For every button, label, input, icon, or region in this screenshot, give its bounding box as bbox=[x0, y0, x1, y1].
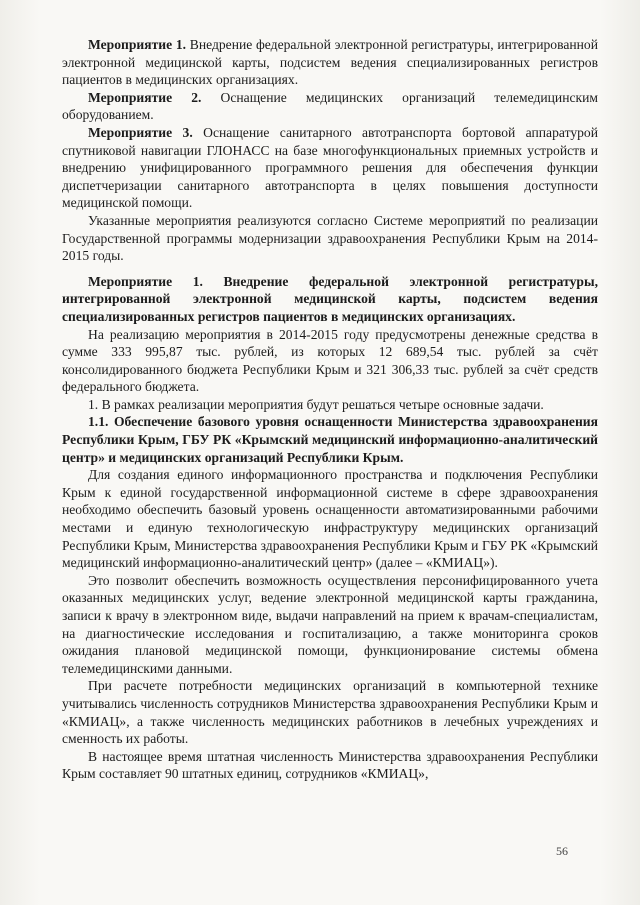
section-heading-text: Мероприятие 1. Внедрение федеральной электронной регистратуры, интегрированной электронной медицинской карты, подсистем ведения специализированных регистров пациентов в медицинских организациях. bbox=[62, 273, 598, 324]
paragraph-tasks: 1. В рамках реализации мероприятия будут решаться четыре основные задачи. bbox=[88, 396, 544, 412]
paragraph-activity-2 bbox=[62, 89, 598, 124]
page-number: 56 bbox=[556, 844, 568, 858]
activity-2-text: Оснащение медицинских организаций телемедицинским оборудованием. bbox=[62, 89, 598, 123]
paragraph-activity-1 bbox=[62, 36, 598, 89]
subsection-heading-1-1 bbox=[62, 413, 598, 466]
activity-2-lead: Мероприятие 2. bbox=[88, 89, 202, 105]
paragraph-activity-3 bbox=[62, 124, 598, 212]
activity-1-text: Внедрение федеральной электронной регистратуры, интегрированной электронной медицинской карты, подсистем ведения специализированных регистров пациентов в медицинских организациях. bbox=[62, 37, 598, 88]
paragraph-information-space: Для создания единого информационного пространства и подключения Республики Крым к единой государственной информационной системе в сфере здравоохранения необходимо обеспечить базовый уровень оснащенности автоматизированными рабочими местами и единую технологическую инфраструктуру медицинских организаций Республики Крым, Министерства здравоохранения Республики Крым и ГБУ РК «Крымский медицинский информационно-аналитический центр» (далее – «КМИАЦ»). bbox=[62, 467, 598, 571]
document-body bbox=[62, 36, 598, 783]
paragraph-capabilities: Это позволит обеспечить возможность осуществления персонифицированного учета оказанных медицинских услуг, ведение электронной медицинской карты гражданина, записи к врачу в электронном виде, выдачи направлений на прием к врачам-специалистам, на диагностические исследования и госпитализацию, а также мониторинга сроков ожидания плановой медицинской помощи, функционирование системы обмена телемедицинскими данными. bbox=[62, 572, 598, 676]
subsection-heading-text: 1.1. Обеспечение базового уровня оснащенности Министерства здравоохранения Республики Крым, ГБУ РК «Крымский медицинский информационно-аналитический центр» и медицинских организаций Республики Крым. bbox=[62, 414, 598, 465]
paragraph-implementation: Указанные мероприятия реализуются согласно Системе мероприятий по реализации Государственной программы модернизации здравоохранения Республики Крым на 2014-2015 годы. bbox=[62, 212, 598, 264]
paragraph-funding: На реализацию мероприятия в 2014-2015 году предусмотрены денежные средства в сумме 333 995,87 тыс. рублей, из которых 12 689,54 тыс. рублей за счёт консолидированного бюджета Республики Крым и 321 306,33 тыс. рублей за счёт средств федерального бюджета. bbox=[62, 326, 598, 395]
activity-3-text: Оснащение санитарного автотранспорта бортовой аппаратурой спутниковой навигации ГЛОНАСС на базе многофункциональных приемных устройств и внедрению унифицированного программного решения для обеспечения функции диспетчеризации санитарного автотранспорта в целях повышения доступности медицинской помощи. bbox=[62, 124, 598, 211]
paragraph-calculation: При расчете потребности медицинских организаций в компьютерной технике учитывались численность сотрудников Министерства здравоохранения Республики Крым и «КМИАЦ», а также численность медицинских работников в лечебных учреждениях и сменность их работы. bbox=[62, 678, 598, 747]
activity-1-lead: Мероприятие 1. bbox=[88, 37, 187, 52]
activity-3-lead: Мероприятие 3. bbox=[88, 124, 193, 140]
paragraph-staffing: В настоящее время штатная численность Министерства здравоохранения Республики Крым составляет 90 штатных единиц, сотрудников «КМИАЦ», bbox=[62, 748, 598, 782]
section-heading-activity-1 bbox=[62, 273, 598, 326]
